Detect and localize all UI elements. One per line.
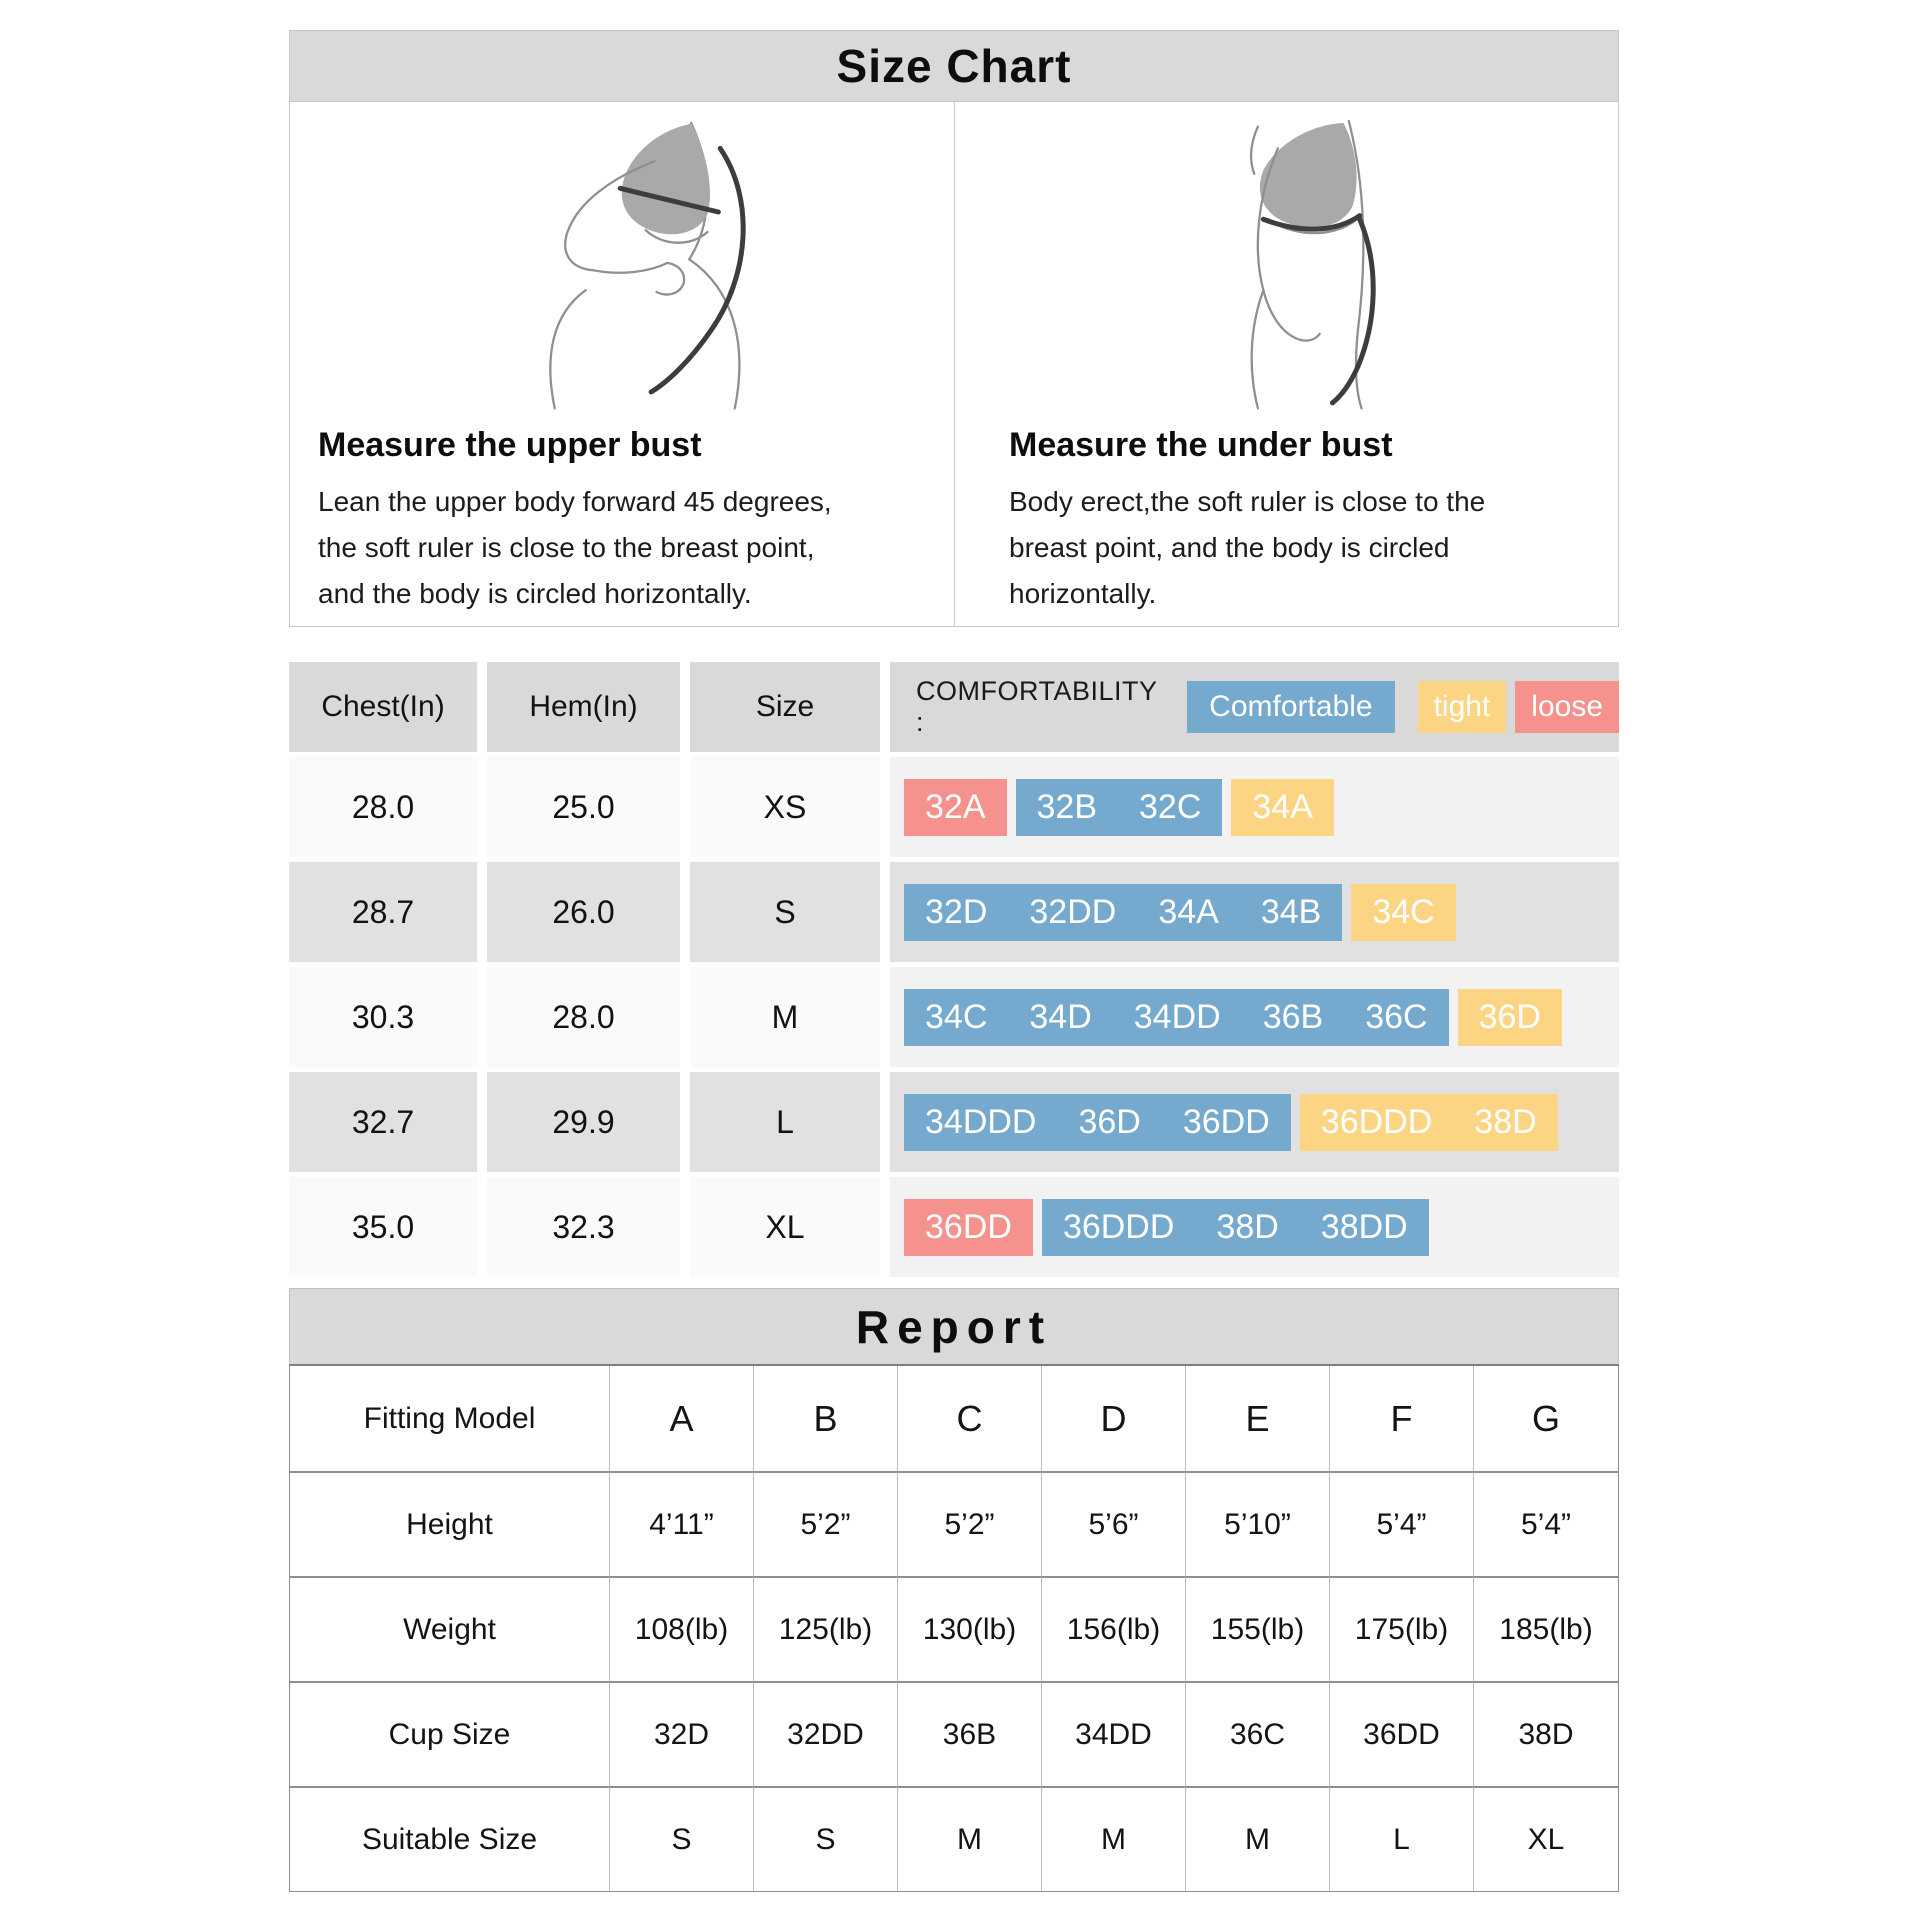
row-xl-chest: 35.0 (289, 1177, 477, 1277)
upper-bust-line-1: Lean the upper body forward 45 degrees, (318, 486, 832, 517)
chip-label: 32D (925, 892, 988, 931)
row-s-size: S (690, 862, 880, 962)
report-cell: M (1186, 1786, 1330, 1891)
report-cell: 5’4” (1474, 1471, 1618, 1576)
chip-label: 34A (1252, 787, 1313, 826)
report-section (289, 1288, 1619, 1892)
row-l-size: L (690, 1072, 880, 1172)
row-m-hem: 28.0 (487, 967, 680, 1067)
under-bust-title: Measure the under bust (1009, 426, 1393, 464)
report-cell: 36B (898, 1681, 1042, 1786)
report-cell: 5’10” (1186, 1471, 1330, 1576)
content (289, 30, 1619, 1892)
chip-label: 32C (1139, 787, 1202, 826)
report-title: Report (289, 1288, 1619, 1364)
row-s-comfort (890, 862, 1619, 962)
chip-label: 34D (1029, 997, 1092, 1036)
row-xl-size: XL (690, 1177, 880, 1277)
comfortability-legend (890, 662, 1619, 752)
chip-label: 36C (1365, 997, 1428, 1036)
report-cell: 32D (610, 1681, 754, 1786)
report-cell: 4’11” (610, 1471, 754, 1576)
row-m-chest: 30.3 (289, 967, 477, 1067)
report-cell: 156(lb) (1042, 1576, 1186, 1681)
legend-comfortable-text: Comfortable (1209, 690, 1373, 723)
under-bust-illustration-icon (1137, 112, 1437, 412)
report-cell: 155(lb) (1186, 1576, 1330, 1681)
legend-tight-text: tight (1433, 690, 1491, 723)
under-bust-line-1: Body erect,the soft ruler is close to the (1009, 486, 1486, 517)
under-bust-line-2: breast point, and the body is circled (1009, 532, 1450, 563)
row-m-comfort (890, 967, 1619, 1067)
chip-label: 34DD (1133, 997, 1221, 1036)
report-cell: F (1330, 1366, 1474, 1471)
chip-label: 32A (925, 787, 986, 826)
measure-under-bust-column (954, 102, 1618, 626)
size-chip (904, 779, 1007, 836)
chip-label: 34A (1158, 892, 1219, 931)
size-chip (1458, 989, 1562, 1046)
chip-label: 32B (1036, 787, 1097, 826)
report-row-label: Cup Size (290, 1681, 610, 1786)
upper-bust-figure (290, 108, 954, 416)
size-chip (1351, 884, 1455, 941)
row-xs-chest: 28.0 (289, 757, 477, 857)
upper-bust-title: Measure the upper bust (318, 426, 702, 464)
report-cell: M (1042, 1786, 1186, 1891)
comfortability-label: COMFORTABILITY : (916, 676, 1158, 737)
legend-comfortable-chip (1187, 681, 1394, 733)
row-s-chest: 28.7 (289, 862, 477, 962)
row-l-chest: 32.7 (289, 1072, 477, 1172)
row-l-hem: 29.9 (487, 1072, 680, 1172)
legend-tight-chip (1418, 681, 1507, 733)
report-table (289, 1364, 1619, 1892)
report-cell: 34DD (1042, 1681, 1186, 1786)
measure-upper-bust-column (290, 102, 954, 626)
size-chip (904, 1094, 1291, 1151)
report-row-label: Suitable Size (290, 1786, 610, 1891)
under-bust-figure (955, 108, 1618, 416)
report-cell: 36C (1186, 1681, 1330, 1786)
size-chip (904, 884, 1342, 941)
chip-label: 36D (1478, 997, 1541, 1036)
report-cell: 125(lb) (754, 1576, 898, 1681)
chip-label: 38D (1216, 1207, 1279, 1246)
report-cell: 5’2” (754, 1471, 898, 1576)
report-cell: D (1042, 1366, 1186, 1471)
report-cell: G (1531, 1397, 1560, 1439)
upper-bust-line-3: and the body is circled horizontally. (318, 578, 752, 609)
row-xs-size: XS (690, 757, 880, 857)
report-cell: S (754, 1786, 898, 1891)
legend-loose-chip (1515, 681, 1619, 733)
report-cell: B (754, 1366, 898, 1471)
chip-label: 34B (1260, 892, 1322, 931)
report-cell: 36DD (1330, 1681, 1474, 1786)
size-header: Size (690, 662, 880, 752)
report-cell: 38D (1474, 1681, 1618, 1786)
report-cell: A (610, 1366, 754, 1471)
under-bust-line-3: horizontally. (1009, 578, 1157, 609)
report-cell: L (1330, 1786, 1474, 1891)
size-chip (1231, 779, 1334, 836)
chip-label: 36DD (925, 1207, 1012, 1246)
chip-label: 36DDD (1062, 1207, 1175, 1246)
chip-label: 34C (1372, 892, 1435, 931)
chip-label: 32DD (1029, 892, 1117, 931)
chip-label: 36B (1262, 997, 1324, 1036)
row-xl-comfort (890, 1177, 1619, 1277)
report-cell: 5’4” (1330, 1471, 1474, 1576)
size-chip (904, 1199, 1033, 1256)
chip-label: 38D (1474, 1102, 1537, 1141)
row-xl-hem: 32.3 (487, 1177, 680, 1277)
row-l-comfort (890, 1072, 1619, 1172)
size-chip (1042, 1199, 1429, 1256)
upper-bust-line-2: the soft ruler is close to the breast point, (318, 532, 815, 563)
size-table (289, 662, 1619, 1277)
report-cell: XL (1474, 1786, 1618, 1891)
row-s-hem: 26.0 (487, 862, 680, 962)
measure-panel (289, 102, 1619, 627)
hem-header: Hem(In) (487, 662, 680, 752)
page-title: Size Chart (289, 30, 1619, 102)
report-cell: 5’2” (898, 1471, 1042, 1576)
report-cell: 175(lb) (1330, 1576, 1474, 1681)
chip-label: 34C (925, 997, 988, 1036)
upper-bust-illustration-icon (472, 112, 772, 412)
chest-header: Chest(In) (289, 662, 477, 752)
chip-label: 38DD (1320, 1207, 1408, 1246)
report-cell: 5’6” (1042, 1471, 1186, 1576)
chip-label: 34DDD (925, 1102, 1037, 1141)
chip-label: 36D (1078, 1102, 1141, 1141)
report-cell: S (610, 1786, 754, 1891)
report-cell: M (898, 1786, 1042, 1891)
size-chip (1016, 779, 1223, 836)
report-cell: 32DD (754, 1681, 898, 1786)
report-cell: C (898, 1366, 1042, 1471)
legend-loose-text: loose (1531, 690, 1603, 723)
size-chip (1300, 1094, 1558, 1151)
report-cell: 185(lb) (1474, 1576, 1618, 1681)
chip-label: 36DDD (1320, 1102, 1433, 1141)
size-chip (904, 989, 1449, 1046)
report-row-label: Height (290, 1471, 610, 1576)
report-row-label: Weight (290, 1576, 610, 1681)
row-xs-comfort (890, 757, 1619, 857)
report-cell: E (1186, 1366, 1330, 1471)
row-m-size: M (690, 967, 880, 1067)
report-row-label: Fitting Model (290, 1366, 610, 1471)
report-cell: 108(lb) (610, 1576, 754, 1681)
chip-label: 36DD (1182, 1102, 1270, 1141)
report-cell: 130(lb) (898, 1576, 1042, 1681)
row-xs-hem: 25.0 (487, 757, 680, 857)
